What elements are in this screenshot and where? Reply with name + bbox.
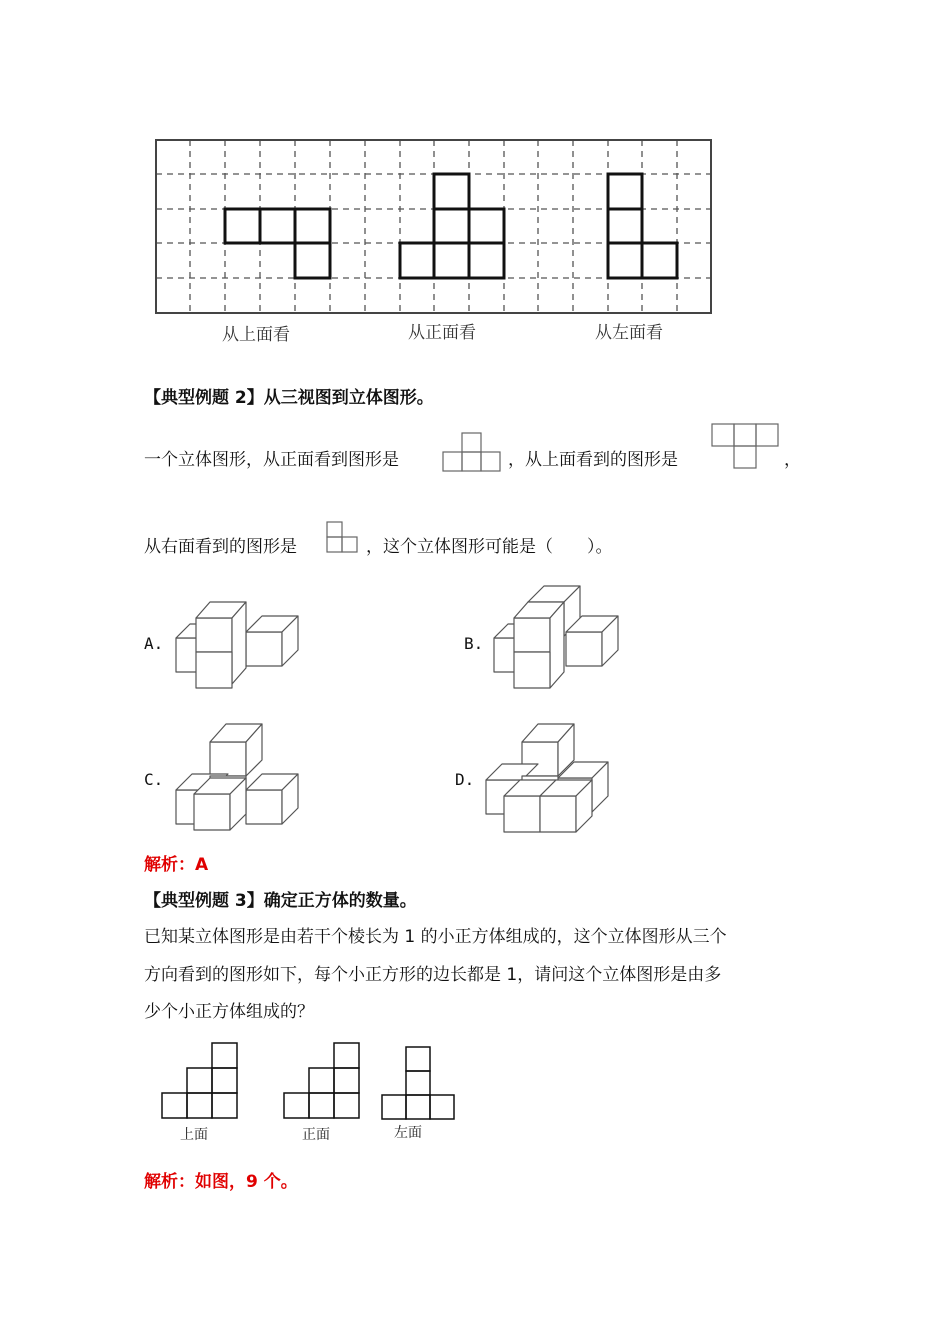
example3-para-line2: 方向看到的图形如下，每个小正方形的边长都是 1，请问这个立体图形是由多 [144, 965, 722, 985]
example2-title: 【典型例题 2】从三视图到立体图形。 [144, 388, 434, 408]
example3-left-view [380, 1046, 460, 1126]
example3-answer: 解析：如图，9 个。 [144, 1172, 298, 1192]
example3-title: 【典型例题 3】确定正方体的数量。 [144, 891, 417, 911]
option-a-label: A. [144, 634, 164, 653]
top-view-shape [225, 209, 330, 278]
front-view-icon [443, 432, 503, 472]
example2-line1-a: 一个立体图形，从正面看到图形是 [144, 450, 399, 470]
caption-top-view: 从上面看 [222, 325, 290, 345]
example2-line2-a: 从右面看到的图形是 [144, 537, 297, 557]
front-view-shape [400, 174, 504, 278]
example3-label-front: 正面 [302, 1127, 330, 1143]
example3-label-top: 上面 [180, 1127, 208, 1143]
caption-front-view: 从正面看 [408, 323, 476, 343]
example2-line1-c: ， [784, 450, 801, 470]
example2-line2-b: ，这个立体图形可能是（ ）。 [366, 537, 613, 557]
example3-front-view [282, 1042, 362, 1122]
option-c-label: C. [144, 770, 164, 789]
option-a-cubes [170, 598, 310, 698]
example2-line1-b: ，从上面看到的图形是 [508, 450, 678, 470]
caption-left-view: 从左面看 [595, 323, 663, 343]
option-d-cubes [482, 716, 622, 836]
option-b-cubes [488, 582, 628, 692]
right-view-icon [326, 521, 366, 557]
example3-label-left: 左面 [394, 1125, 422, 1141]
example3-top-view [160, 1042, 240, 1122]
three-view-grid-figure [0, 0, 950, 330]
example2-answer: 解析：A [144, 855, 209, 875]
top-view-icon [711, 423, 781, 471]
example3-para-line1: 已知某立体图形是由若干个棱长为 1 的小正方体组成的，这个立体图形从三个 [144, 927, 727, 947]
example3-para-line3: 少个小正方体组成的？ [144, 1002, 314, 1022]
option-b-label: B. [464, 634, 484, 653]
left-view-shape [608, 174, 677, 278]
option-c-cubes [170, 718, 310, 833]
option-d-label: D. [455, 770, 475, 789]
